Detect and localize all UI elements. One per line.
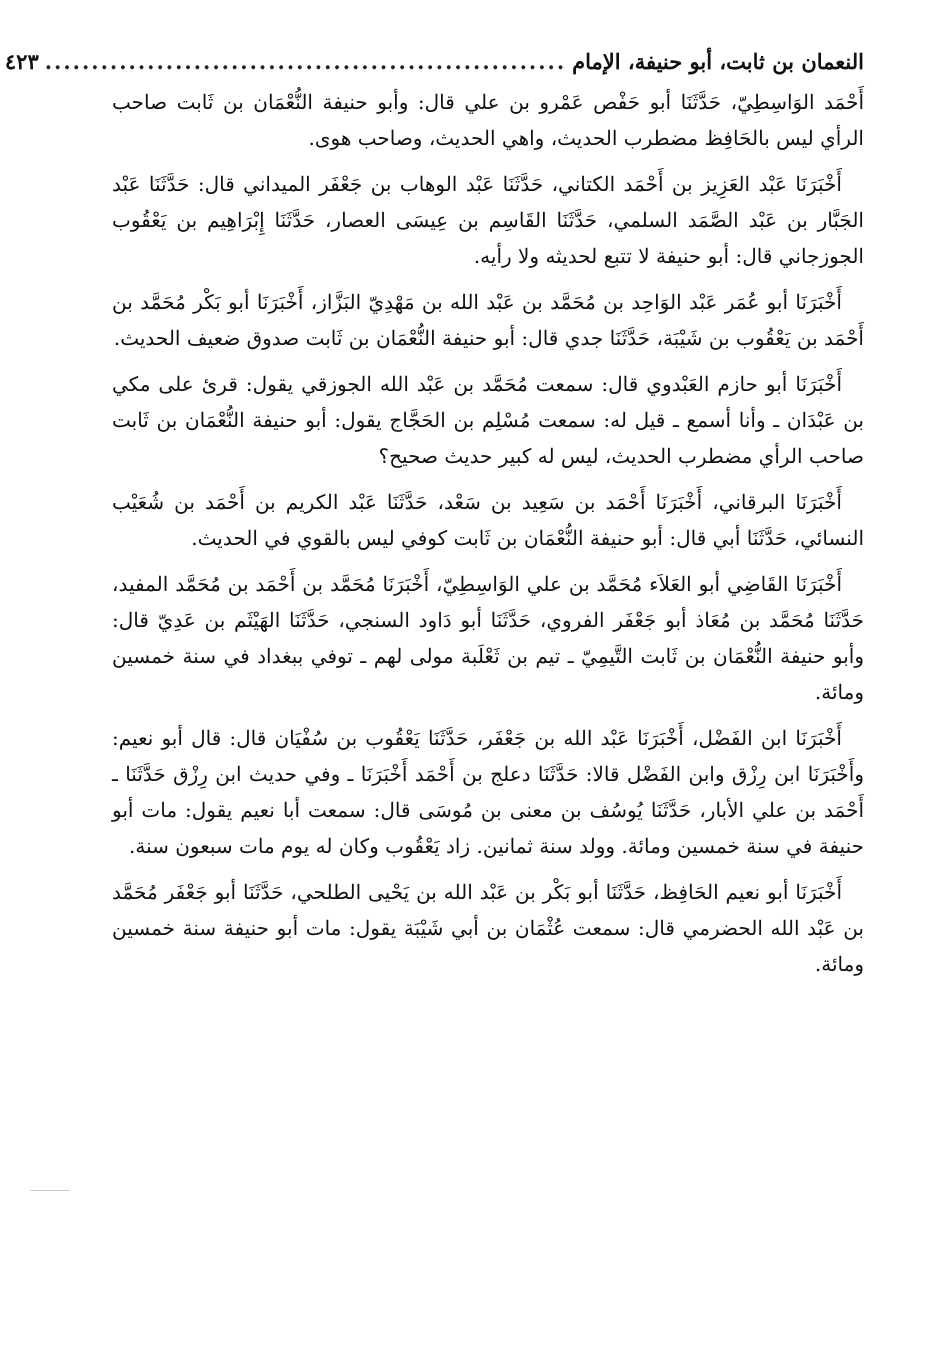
paragraph-3: أَخْبَرَنَا أبو عُمَر عَبْد الوَاحِد بن مُحَمَّد بن عَبْد الله بن مَهْدِيّ البَزَّاز، أَخْبَرَنَا أبو بَكْر مُحَمَّد بن أَحْمَد بن يَعْقُوب بن شَيْبَة، حَدَّثَنَا جدي قال: أبو حنيفة النُّعْمَان بن ثَابت صدوق ضعيف الحديث. [112,290,864,350]
page-number: ٤٢٣ [4,49,39,74]
paragraph-2: أَخْبَرَنَا عَبْد العَزِيز بن أَحْمَد الكتاني، حَدَّثَنَا عَبْد الوهاب بن جَعْفَر الميداني قال: حَدَّثَنَا عَبْد الجَبَّار بن عَبْد الصَّمَد السلمي، حَدَّثَنَا القَاسِم بن عِيسَى العصار، حَدَّثَنَا إِبْرَاهِيم بن يَعْقُوب الجوزجاني قال: أبو حنيفة لا تتبع لحديثه ولا رأيه. [112,172,864,268]
header-title: النعمان بن ثابت، أبو حنيفة، الإمام [572,49,864,74]
paragraph-7: أَخْبَرَنَا ابن الفَضْل، أَخْبَرَنَا عَبْد الله بن جَعْفَر، حَدَّثَنَا يَعْقُوب بن سُفْيَان قال: قال أبو نعيم: وأَخْبَرَنَا ابن رِزْق وابن الفَضْل قالا: حَدَّثَنَا دعلج بن أَحْمَد أَخْبَرَنَا ـ وفي حديث ابن رِزْق حَدَّثَنَا ـ أَحْمَد بن علي الأبار، حَدَّثَنَا يُوسُف بن معنى بن مُوسَى قال: سمعت أبا نعيم يقول: مات أبو حنيفة في سنة خمسين ومائة. وولد سنة ثمانين. زاد يَعْقُوب وكان له يوم مات سبعون سنة. [112,726,865,858]
scan-margin-mark [30,1190,70,1191]
paragraph-6: أَخْبَرَنَا القَاضِي أبو العَلاَء مُحَمَّد بن علي الوَاسِطِيّ، أَخْبَرَنَا مُحَمَّد بن أَحْمَد بن مُحَمَّد المفيد، حَدَّثَنَا مُحَمَّد بن مُعَاذ أبو جَعْفَر الفروي، حَدَّثَنَا أبو دَاود السنجي، حَدَّثَنَا الهَيْثَم بن عَدِيّ قال: وأبو حنيفة النُّعْمَان بن ثَابت التَّيمِيّ ـ تيم بن ثَعْلَبة مولى لهم ـ توفي ببغداد في سنة خمسين ومائة. [112,572,864,704]
paragraph-4: أَخْبَرَنَا أبو حازم العَبْدوي قال: سمعت مُحَمَّد بن عَبْد الله الجوزقي يقول: قرئ على مكي بن عَبْدَان ـ وأنا أسمع ـ قيل له: سمعت مُسْلِم بن الحَجَّاج يقول: أبو حنيفة النُّعْمَان بن ثَابت صاحب الرأي مضطرب الحديث، ليس له كبير حديث صحيح؟ [112,372,864,468]
paragraph-1: أَحْمَد الوَاسِطِيّ، حَدَّثَنَا أبو حَفْص عَمْرو بن علي قال: وأبو حنيفة النُّعْمَان بن ثَابت صاحب الرأي ليس بالحَافِظ مضطرب الحديث، واهي الحديث، وصاحب هوى. [112,90,864,150]
paragraph-5: أَخْبَرَنَا البرقاني، أَخْبَرَنَا أَحْمَد بن سَعِيد بن سَعْد، حَدَّثَنَا عَبْد الكريم بن أَحْمَد بن شُعَيْب النسائي، حَدَّثَنَا أبي قال: أبو حنيفة النُّعْمَان بن ثَابت كوفي ليس بالقوي في الحديث. [112,490,864,550]
document-page [4,40,865,992]
header-leader-dots: ........................................................ [44,49,567,74]
paragraph-8: أَخْبَرَنَا أبو نعيم الحَافِظ، حَدَّثَنَا أبو بَكْر بن عَبْد الله بن يَحْيى الطلحي، حَدَّثَنَا أبو جَعْفَر مُحَمَّد بن عَبْد الله الحضرمي قال: سمعت عُثْمَان بن أبي شَيْبَة يقول: مات أبو حنيفة سنة خمسين ومائة. [112,880,864,976]
running-header [4,40,864,84]
